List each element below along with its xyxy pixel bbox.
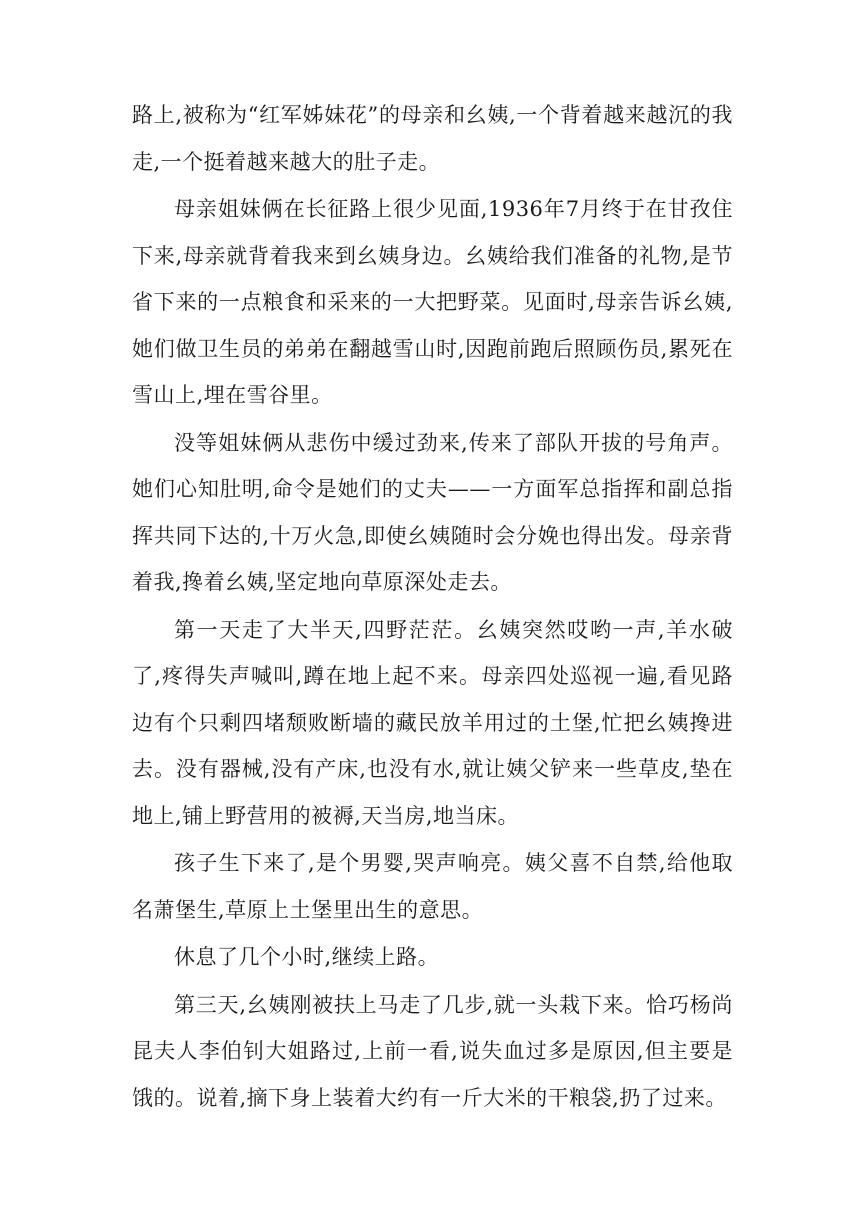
paragraph-6: 休息了几个小时,继续上路。 (174, 945, 440, 969)
paragraph-7: 第三天,幺姨刚被扶上马走了几步,就一头栽下来。恰巧杨尚昆夫人李伯钊大姐路过,上前一看,说失血过多是原因,但主要是饿的。说着,摘下身上装着大约有一斤大米的干粮袋,扔了过来。 (132, 992, 733, 1110)
document-body (132, 92, 733, 1121)
paragraph-1: 路上,被称为“红军姊妹花”的母亲和幺姨,一个背着越来越沉的我走,一个挺着越来越大的肚子走。 (132, 103, 733, 174)
paragraph-3: 没等姐妹俩从悲伤中缓过劲来,传来了部队开拔的号角声。她们心知肚明,命令是她们的丈夫——一方面军总指挥和副总指挥共同下达的,十万火急,即使幺姨随时会分娩也得出发。母亲背着我,搀着幺姨,坚定地向草原深处走去。 (132, 430, 733, 594)
paragraph-2: 母亲姐妹俩在长征路上很少见面,1936年7月终于在甘孜住下来,母亲就背着我来到幺姨身边。幺姨给我们准备的礼物,是节省下来的一点粮食和采来的一大把野菜。见面时,母亲告诉幺姨,她们做卫生员的弟弟在翻越雪山时,因跑前跑后照顾伤员,累死在雪山上,埋在雪谷里。 (132, 197, 733, 407)
paragraph-5: 孩子生下来了,是个男婴,哭声响亮。姨父喜不自禁,给他取名萧堡生,草原上土堡里出生的意思。 (132, 851, 733, 922)
paragraph-4: 第一天走了大半天,四野茫茫。幺姨突然哎哟一声,羊水破了,疼得失声喊叫,蹲在地上起不来。母亲四处巡视一遍,看见路边有个只剩四堵颓败断墙的藏民放羊用过的土堡,忙把幺姨搀进去。没有器械,没有产床,也没有水,就让姨父铲来一些草皮,垫在地上,铺上野营用的被褥,天当房,地当床。 (132, 617, 733, 828)
